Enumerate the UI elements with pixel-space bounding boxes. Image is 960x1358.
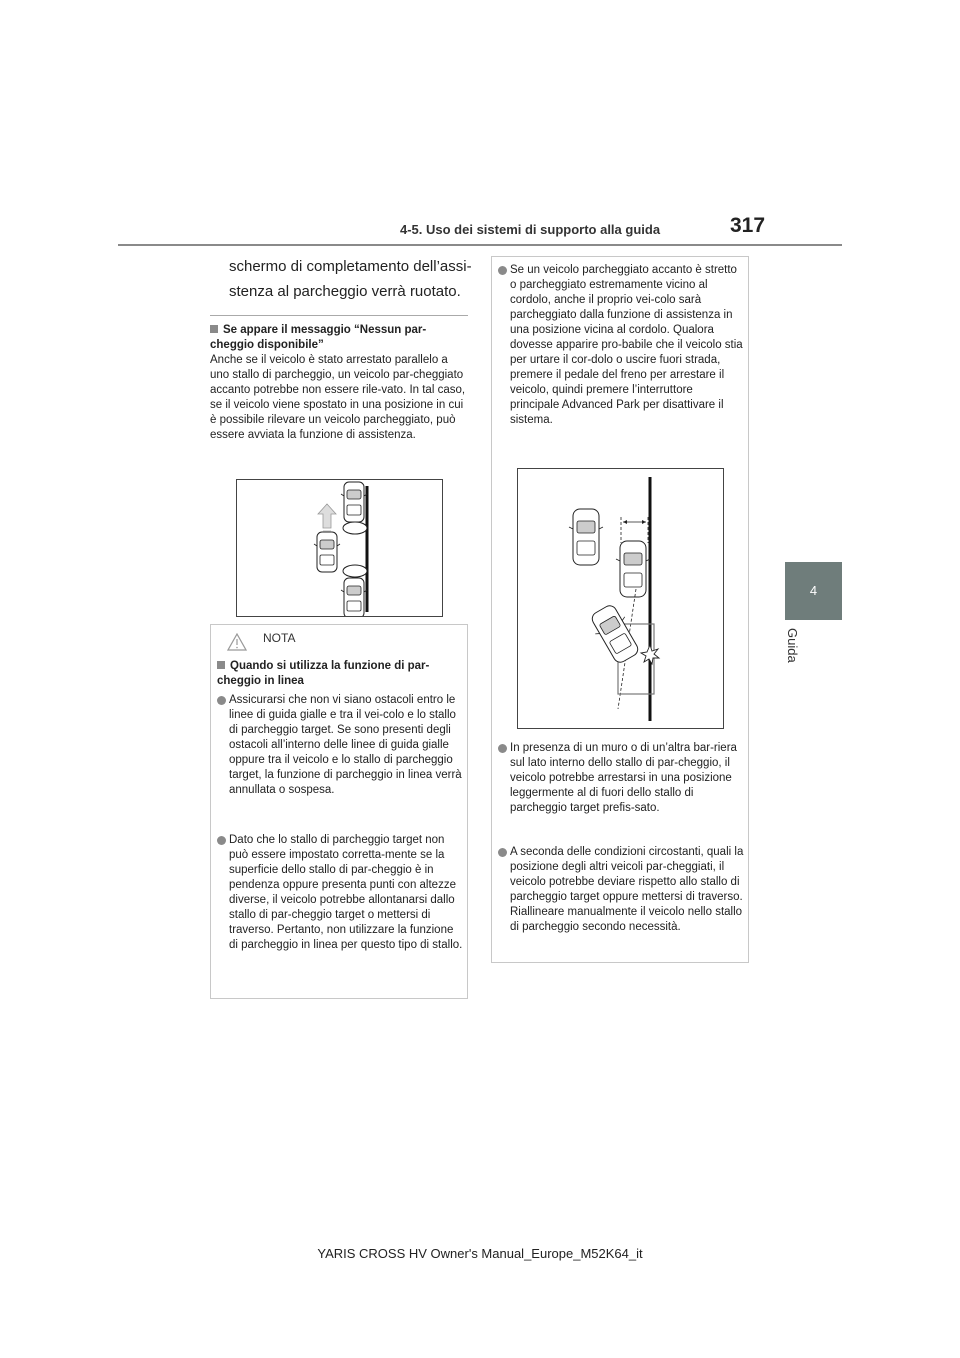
note-box <box>210 624 468 999</box>
bullet-dot-icon <box>498 848 507 857</box>
info-box <box>491 256 749 963</box>
lead-text: schermo di completamento dell’assi-stenza al parcheggio verrà ruotato. <box>229 258 472 300</box>
bullet-dot-icon <box>217 696 226 705</box>
note-bullet-obstacles: Assicurarsi che non vi siano ostacoli entro le linee di guida gialle e tra il vei-colo e lo stallo di parcheggio target. Se sono presenti degli ostacoli all’interno delle linee di guida gialle oppure tra il veicolo e lo stallo di parcheggio target, la funzione di parcheggio in linea verrà annullata o sospesa. <box>217 693 463 798</box>
info-bullet-wall: In presenza di un muro o di un’altra bar-riera sul lato interno dello stallo di par-cheggio, il veicolo potrebbe arrestarsi in una posizione leggermente al di fuori dello stallo di parcheggio target prefis-sato. <box>498 741 744 816</box>
note-label: NOTA <box>263 631 296 645</box>
page-number: 317 <box>730 214 766 237</box>
bullet-dot-icon <box>498 266 507 275</box>
square-bullet-icon <box>217 661 225 669</box>
note-heading: Quando si utilizza la funzione di par-cheggio in linea <box>217 660 430 687</box>
figure-parallel-detection <box>236 479 443 617</box>
footer-text: YARIS CROSS HV Owner's Manual_Europe_M52K64_it <box>317 1246 643 1261</box>
warning-icon <box>227 633 247 651</box>
info-bullet-conditions: A seconda delle condizioni circostanti, quali la posizione degli altri veicoli par-cheggiati, il veicolo potrebbe deviare rispetto allo stallo di parcheggio target oppure mettersi di traverso. Riallineare manualmente il veicolo nello stallo di parcheggio secondo necessità. <box>498 845 744 935</box>
chapter-tab: 4 <box>785 562 842 620</box>
info-bullet-curb: Se un veicolo parcheggiato accanto è stretto o parcheggiato estremamente vicino al cordolo, anche il proprio vei-colo sarà parcheggiato dalla funzione di assistenza in una posizione vicina al cordolo. Qualora dovesse apparire pro-babile che il veicolo stia per urtare il cor-dolo o uscire fuori strada, premere il pedale del freno per arrestare il veicolo, quindi premere l’interruttore principale Advanced Park per disattivare il sistema. <box>498 263 744 428</box>
curb-approach-diagram <box>518 469 723 728</box>
section-title: 4-5. Uso dei sistemi di supporto alla guida <box>400 222 661 237</box>
separator <box>210 315 468 316</box>
header-rule <box>118 244 842 246</box>
paragraph-no-parking: Anche se il veicolo è stato arrestato parallelo a uno stallo di parcheggio, un veicolo par-cheggiato accanto potrebbe non essere rile-vato. In tal caso, se il veicolo viene spostato in una posizione in cui è possibile rilevare un veicolo parcheggiato, può essere avviata la funzione di assistenza. <box>210 354 466 441</box>
chapter-label: Guida <box>785 628 800 663</box>
bullet-dot-icon <box>217 836 226 845</box>
note-bullet-slope: Dato che lo stallo di parcheggio target non può essere impostato corretta-mente se la superficie dello stallo di par-cheggio è in pendenza oppure presenta punti con altezze diverse, il veicolo potrebbe allontanarsi dallo stallo di par-cheggio target o mettersi di traverso. Pertanto, non utilizzare la funzione di parcheggio in linea per questo tipo di stallo. <box>217 833 463 953</box>
figure-curb-approach <box>517 468 724 729</box>
square-bullet-icon <box>210 325 218 333</box>
heading-no-parking: Se appare il messaggio “Nessun par-cheggio disponibile” <box>210 324 427 351</box>
parallel-detection-diagram <box>237 480 442 616</box>
bullet-dot-icon <box>498 744 507 753</box>
